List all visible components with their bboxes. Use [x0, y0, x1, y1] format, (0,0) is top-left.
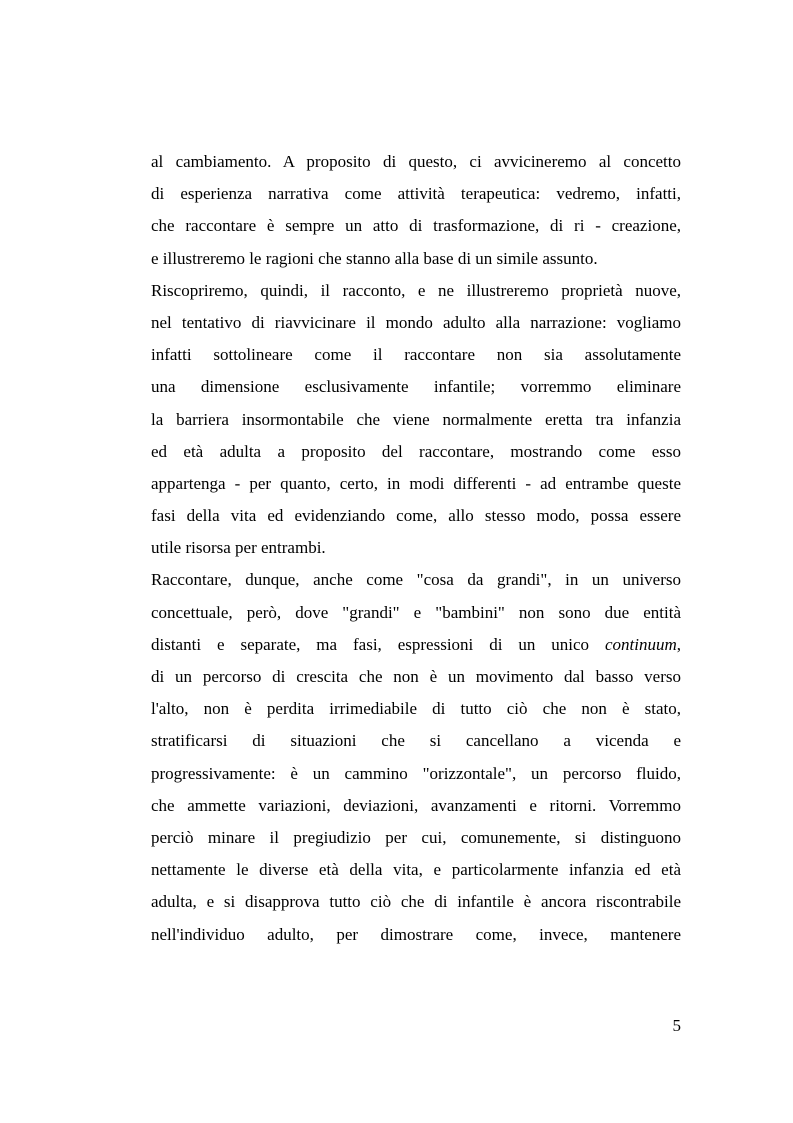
- text-line: una dimensione esclusivamente infantile; vorremmo eliminare: [151, 377, 681, 397]
- text-line: appartenga - per quanto, certo, in modi differenti - ad entrambe queste: [151, 473, 681, 493]
- text-line: la barriera insormontabile che viene normalmente eretta tra infanzia: [151, 409, 681, 429]
- text-line: l'alto, non è perdita irrimediabile di tutto ciò che non è stato,: [151, 699, 681, 719]
- text-segment: ,: [676, 634, 681, 654]
- text-line: [151, 629, 681, 661]
- text-line: stratificarsi di situazioni che si cancellano a vicenda e: [151, 731, 681, 751]
- text-line: al cambiamento. A proposito di questo, ci avvicineremo al concetto: [151, 152, 681, 171]
- text-line: adulta, e si disapprova tutto ciò che di infantile è ancora riscontrabile: [151, 892, 681, 912]
- text-line: e illustreremo le ragioni che stanno alla base di un simile assunto.: [151, 248, 598, 268]
- text-line: nettamente le diverse età della vita, e particolarmente infanzia ed età: [151, 860, 681, 880]
- text-line: Raccontare, dunque, anche come "cosa da grandi", in un universo: [151, 570, 681, 590]
- italic-term: continuum: [604, 634, 677, 654]
- text-line: nell'individuo adulto, per dimostrare come, invece, mantenere: [151, 924, 681, 944]
- text-line: di esperienza narrativa come attività terapeutica: vedremo, infatti,: [151, 184, 681, 204]
- text-line: che raccontare è sempre un atto di trasformazione, di ri - creazione,: [151, 216, 681, 236]
- body-text: [151, 146, 681, 951]
- text-line: progressivamente: è un cammino "orizzontale", un percorso fluido,: [151, 763, 681, 783]
- text-segment: distanti e separate, ma fasi, espressioni di un unico: [151, 634, 605, 654]
- text-line: fasi della vita ed evidenziando come, allo stesso modo, possa essere: [151, 506, 681, 526]
- text-line: di un percorso di crescita che non è un movimento dal basso verso: [151, 667, 681, 686]
- text-line: ed età adulta a proposito del raccontare, mostrando come esso: [151, 441, 681, 461]
- text-line: Riscopriremo, quindi, il racconto, e ne illustreremo proprietà nuove,: [151, 280, 681, 300]
- text-line: nel tentativo di riavvicinare il mondo adulto alla narrazione: vogliamo: [151, 312, 681, 332]
- text-line: perciò minare il pregiudizio per cui, comunemente, si distinguono: [151, 827, 681, 847]
- text-line: infatti sottolineare come il raccontare non sia assolutamente: [151, 345, 681, 365]
- page-number: 5: [672, 1016, 681, 1035]
- text-line: utile risorsa per entrambi.: [151, 538, 326, 558]
- text-line: concettuale, però, dove "grandi" e "bambini" non sono due entità: [151, 602, 681, 622]
- text-line: che ammette variazioni, deviazioni, avanzamenti e ritorni. Vorremmo: [151, 795, 681, 815]
